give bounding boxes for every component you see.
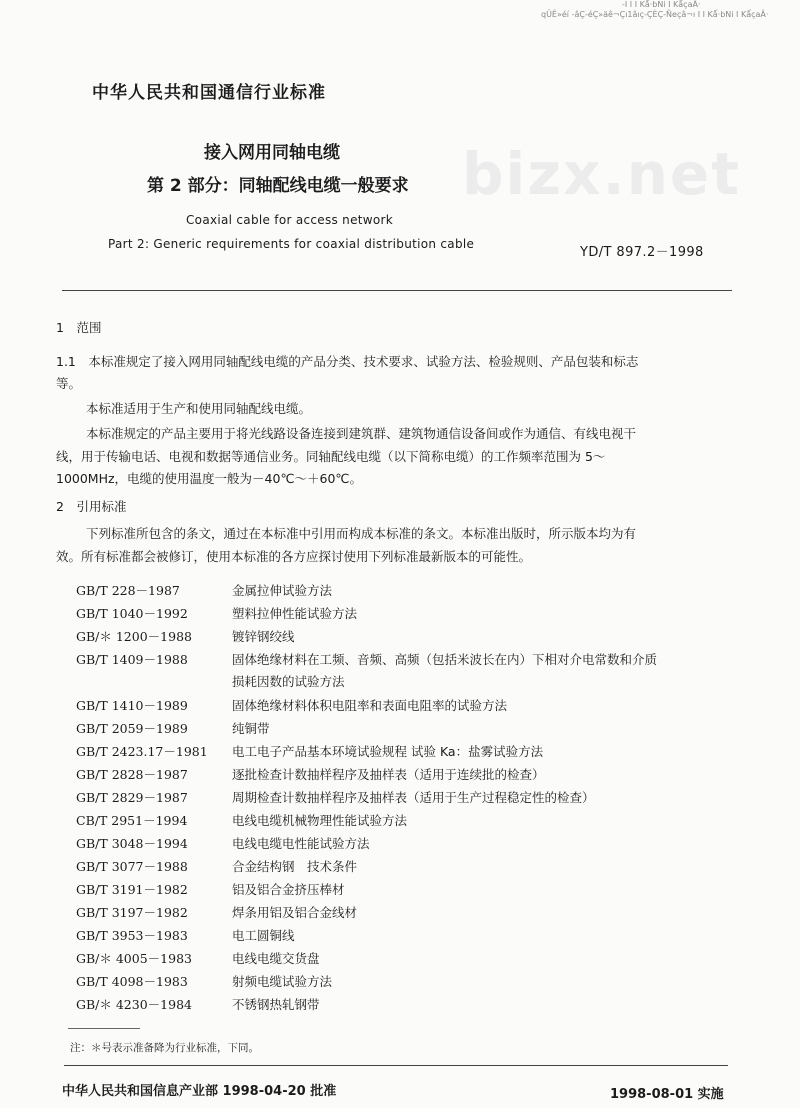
doc-title-cn-line2: 第 2 部分：同轴配线电缆一般要求 (147, 176, 409, 196)
ref-code: GB/T 2423.17－1981 (76, 744, 208, 759)
ref-title: 电线电缆交货盘 (232, 951, 320, 966)
ref-code: GB/T 3077－1988 (76, 859, 188, 874)
ref-code: CB/T 2951－1994 (76, 813, 188, 828)
section2-heading: 2 引用标准 (56, 499, 127, 514)
ref-title: 固体绝缘材料体积电阻率和表面电阻率的试验方法 (232, 698, 508, 713)
section2-intro-line1: 下列标准所包含的条文，通过在本标准中引用而构成本标准的条文。本标准出版时，所示版本均为有 (86, 526, 637, 541)
ref-code: GB/＊ 4005－1983 (76, 951, 192, 966)
approval-line: 中华人民共和国信息产业部 1998-04-20 批准 (62, 1084, 337, 1099)
watermark: bizx.net (462, 140, 741, 208)
section1-p1-line2: 等。 (56, 376, 82, 391)
ref-title: 合金结构钢 技术条件 (232, 859, 358, 874)
header-garble-line2: qÜÊ»éí -âÇ-éÇ»äê¬Çı1âıç-ÇÈÇ-Ñeçâ¬ı I I Kǻ·bNi I KǻçaÂ· (541, 10, 769, 19)
ref-title: 逐批检查计数抽样程序及抽样表（适用于连续批的检查） (232, 767, 545, 782)
ref-title: 镀锌钢绞线 (232, 629, 295, 644)
header-garble-line1: -I I I Kǻ·bNi I KǻçaÂ· (622, 0, 701, 9)
doc-title-en-line2: Part 2: Generic requirements for coaxial distribution cable (108, 237, 475, 251)
ref-title-continued: 损耗因数的试验方法 (232, 674, 345, 689)
ref-title: 纯铜带 (232, 721, 270, 736)
section1-heading: 1 范围 (56, 320, 102, 335)
section1-p3-line1: 本标准规定的产品主要用于将光线路设备连接到建筑群、建筑物通信设备间或作为通信、有线电视干 (86, 426, 637, 441)
ref-code: GB/T 228－1987 (76, 583, 180, 598)
ref-title: 电工电子产品基本环境试验规程 试验 Ka：盐雾试验方法 (232, 744, 544, 759)
ref-code: GB/T 3191－1982 (76, 882, 188, 897)
header-divider (62, 290, 732, 291)
footnote: 注：＊号表示准备降为行业标准，下同。 (70, 1042, 259, 1054)
ref-title: 铝及铝合金挤压棒材 (232, 882, 345, 897)
ref-title: 塑料拉伸性能试验方法 (232, 606, 358, 621)
ref-code: GB/T 3953－1983 (76, 928, 188, 943)
section1-p2: 本标准适用于生产和使用同轴配线电缆。 (86, 401, 312, 416)
ref-code: GB/T 2829－1987 (76, 790, 188, 805)
ref-code: GB/＊ 1200－1988 (76, 629, 192, 644)
ref-title: 电线电缆机械物理性能试验方法 (232, 813, 408, 828)
ref-code: GB/T 1409－1988 (76, 652, 188, 667)
doc-title-en-line1: Coaxial cable for access network (186, 213, 394, 227)
doc-title-cn-line1: 接入网用同轴电缆 (204, 143, 340, 163)
implementation-date: 1998-08-01 实施 (610, 1087, 724, 1102)
ref-title: 金属拉伸试验方法 (232, 583, 333, 598)
ref-title: 电工圆铜线 (232, 928, 295, 943)
ref-code: GB/T 2828－1987 (76, 767, 188, 782)
ref-title: 不锈钢热轧钢带 (232, 997, 320, 1012)
ref-code: GB/T 1410－1989 (76, 698, 188, 713)
footnote-divider (68, 1028, 140, 1029)
section1-p1-line1: 1.1 本标准规定了接入网用同轴配线电缆的产品分类、技术要求、试验方法、检验规则、产品包装和标志 (56, 354, 639, 369)
standard-title: 中华人民共和国通信行业标准 (92, 83, 326, 103)
ref-title: 焊条用铝及铝合金线材 (232, 905, 358, 920)
section2-intro-line2: 效。所有标准都会被修订，使用本标准的各方应探讨使用下列标准最新版本的可能性。 (56, 549, 532, 564)
ref-code: GB/T 2059－1989 (76, 721, 188, 736)
ref-code: GB/T 3197－1982 (76, 905, 188, 920)
ref-code: GB/T 1040－1992 (76, 606, 188, 621)
footer-divider (64, 1065, 728, 1066)
ref-code: GB/T 3048－1994 (76, 836, 188, 851)
ref-code: GB/＊ 4230－1984 (76, 997, 192, 1012)
ref-code: GB/T 4098－1983 (76, 974, 188, 989)
ref-title: 固体绝缘材料在工频、音频、高频（包括米波长在内）下相对介电常数和介质 (232, 652, 658, 667)
ref-title: 周期检查计数抽样程序及抽样表（适用于生产过程稳定性的检查） (232, 790, 595, 805)
section1-p3-line3: 1000MHz，电缆的使用温度一般为－40℃～＋60℃。 (56, 471, 362, 486)
ref-title: 电线电缆电性能试验方法 (232, 836, 370, 851)
doc-code: YD/T 897.2－1998 (580, 245, 704, 260)
section1-p3-line2: 线，用于传输电话、电视和数据等通信业务。同轴配线电缆（以下简称电缆）的工作频率范围为 5～ (56, 449, 606, 464)
ref-title: 射频电缆试验方法 (232, 974, 333, 989)
